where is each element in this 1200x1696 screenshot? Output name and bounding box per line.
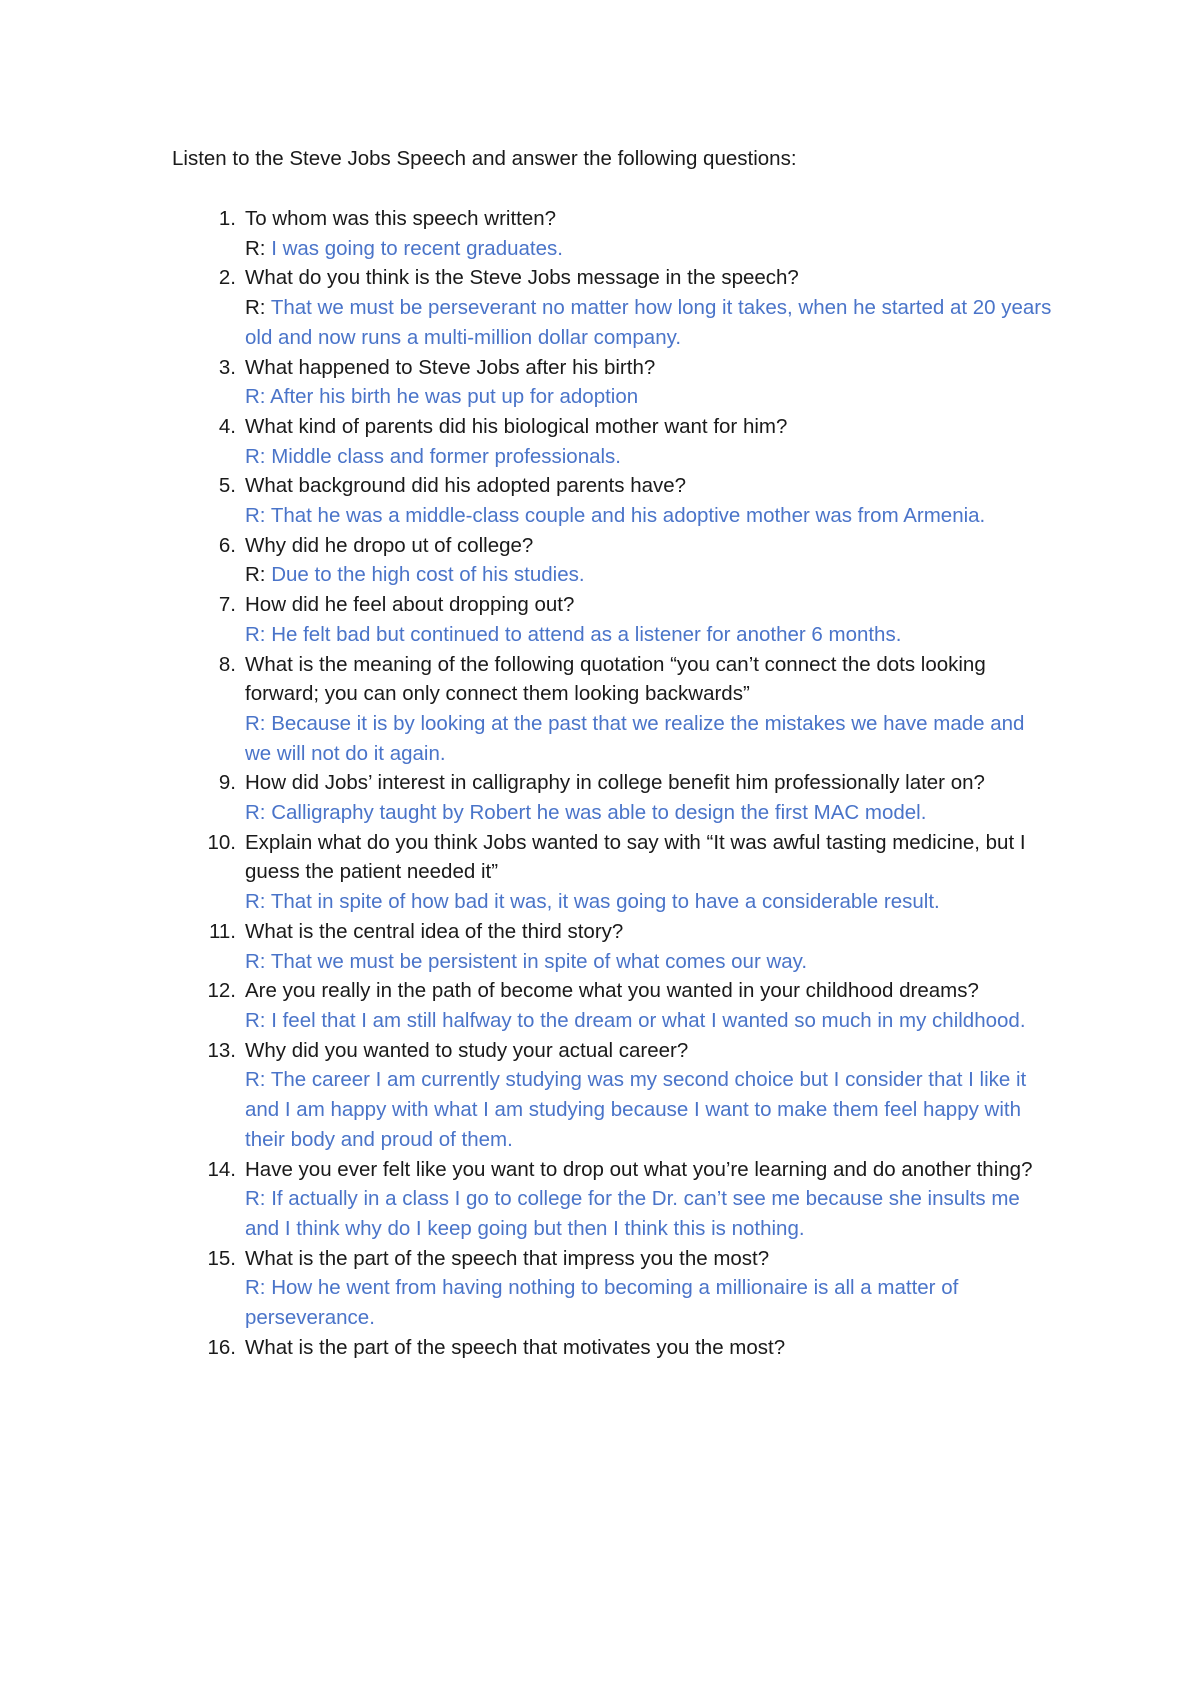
response-label: R:: [245, 711, 272, 735]
question-number: 10.: [207, 830, 236, 854]
question-number: 8.: [218, 652, 236, 676]
question-number: 14.: [207, 1157, 236, 1181]
instructions-text: Listen to the Steve Jobs Speech and answer the following questions:: [172, 147, 797, 170]
question-number: 13.: [207, 1038, 236, 1062]
response-label: R:: [245, 890, 271, 914]
answer-text: That in spite of how bad it was, it was going to have a considerable result.: [270, 890, 940, 914]
answer-line: [245, 293, 1052, 352]
question-text: What background did his adopted parents have?: [245, 474, 687, 498]
answer-line: [245, 887, 1052, 917]
question-item: [172, 263, 1052, 352]
question-item: [172, 531, 1052, 590]
question-number: 6.: [218, 533, 236, 557]
question-item: [172, 1155, 1052, 1244]
answer-line: [245, 709, 1052, 768]
answer-line: [245, 1273, 1052, 1332]
question-item: [172, 353, 1052, 412]
response-label: R:: [245, 444, 272, 468]
answer-line: [245, 501, 1052, 531]
question-text: Why did you wanted to study your actual career?: [245, 1038, 689, 1062]
question-text: What is the central idea of the third story?: [245, 919, 624, 943]
response-label: R:: [245, 1276, 272, 1300]
answer-text: I feel that I am still halfway to the dream or what I wanted so much in my childhood.: [271, 1008, 1026, 1032]
answer-text: After his birth he was put up for adoption: [270, 385, 639, 409]
question-text: What kind of parents did his biological mother want for him?: [245, 414, 788, 438]
question-text: What is the meaning of the following quotation “you can’t connect the dots looking forward; you can only connect them looking backwards”: [245, 652, 986, 706]
question-item: [172, 590, 1052, 649]
response-label: R:: [245, 1008, 272, 1032]
question-number: 15.: [207, 1246, 236, 1270]
question-text: What do you think is the Steve Jobs message in the speech?: [245, 266, 799, 290]
question-number: 5.: [218, 474, 236, 498]
question-item: [172, 1036, 1052, 1155]
answer-text: Because it is by looking at the past that we realize the mistakes we have made and we will not do it again.: [245, 711, 1025, 765]
response-label: R:: [245, 949, 271, 973]
answer-line: [245, 1006, 1052, 1036]
question-number: 3.: [218, 355, 236, 379]
question-number: 12.: [207, 979, 236, 1003]
answer-text: If actually in a class I go to college for the Dr. can’t see me because she insults me and I think why do I keep going but then I think this is nothing.: [245, 1187, 1020, 1240]
question-number: 9.: [218, 771, 236, 795]
question-item: [172, 471, 1052, 530]
answer-text: He felt bad but continued to attend as a listener for another 6 months.: [271, 622, 902, 646]
question-item: [172, 1244, 1052, 1333]
question-number: 11.: [209, 919, 236, 943]
question-text: What is the part of the speech that impress you the most?: [245, 1246, 770, 1270]
question-text: Are you really in the path of become what you wanted in your childhood dreams?: [245, 979, 979, 1003]
question-item: [172, 412, 1052, 471]
question-number: 2.: [218, 266, 236, 290]
answer-text: Calligraphy taught by Robert he was able to design the first MAC model.: [271, 801, 927, 825]
response-label: R:: [245, 504, 271, 528]
answer-line: [245, 560, 1052, 590]
question-item: [172, 768, 1052, 827]
answer-text: I was going to recent graduates.: [271, 236, 563, 260]
response-label: R:: [245, 385, 271, 409]
question-number: 4.: [218, 414, 236, 438]
question-text: To whom was this speech written?: [245, 207, 557, 230]
response-label: R:: [245, 236, 272, 260]
answer-line: [245, 947, 1052, 977]
answer-line: [245, 234, 1052, 264]
question-text: How did Jobs’ interest in calligraphy in college benefit him professionally later on?: [245, 771, 985, 795]
answer-text: That we must be persistent in spite of what comes our way.: [270, 949, 808, 973]
answer-text: How he went from having nothing to becoming a millionaire is all a matter of perseverance.: [245, 1276, 959, 1330]
question-item: [172, 204, 1052, 263]
response-label: R:: [245, 801, 272, 825]
response-label: R:: [245, 296, 271, 320]
answer-text: Middle class and former professionals.: [271, 444, 621, 468]
question-number: 7.: [218, 593, 236, 617]
answer-text: That we must be perseverant no matter how long it takes, when he started at 20 years old and now runs a multi-million dollar company.: [245, 296, 1052, 349]
response-label: R:: [245, 563, 272, 587]
question-item: [172, 917, 1052, 976]
answer-text: That he was a middle-class couple and his adoptive mother was from Armenia.: [270, 504, 986, 528]
question-item: [172, 976, 1052, 1035]
answer-line: [245, 1065, 1052, 1154]
response-label: R:: [245, 622, 272, 646]
question-text: Why did he dropo ut of college?: [245, 533, 534, 557]
question-item: [172, 650, 1052, 769]
response-label: R:: [245, 1187, 272, 1211]
question-item: [172, 1333, 1052, 1363]
answer-line: [245, 798, 1052, 828]
answer-line: [245, 620, 1052, 650]
question-list: [172, 204, 1052, 1362]
question-text: Explain what do you think Jobs wanted to say with “It was awful tasting medicine, but I guess the patient needed it”: [245, 830, 1026, 884]
question-text: How did he feel about dropping out?: [245, 593, 575, 617]
answer-text: The career I am currently studying was my second choice but I consider that I like it and I am happy with what I am studying because I want to make them feel happy with their body and proud of them.: [245, 1068, 1027, 1151]
response-label: R:: [245, 1068, 271, 1092]
question-number: 16.: [207, 1335, 236, 1359]
answer-line: [245, 382, 1052, 412]
question-item: [172, 828, 1052, 917]
answer-text: Due to the high cost of his studies.: [271, 563, 585, 587]
answer-line: [245, 1184, 1052, 1243]
question-text: Have you ever felt like you want to drop out what you’re learning and do another thing?: [245, 1157, 1033, 1181]
question-number: 1.: [218, 207, 236, 230]
question-text: What happened to Steve Jobs after his birth?: [245, 355, 656, 379]
answer-line: [245, 442, 1052, 472]
question-text: What is the part of the speech that motivates you the most?: [245, 1335, 786, 1359]
